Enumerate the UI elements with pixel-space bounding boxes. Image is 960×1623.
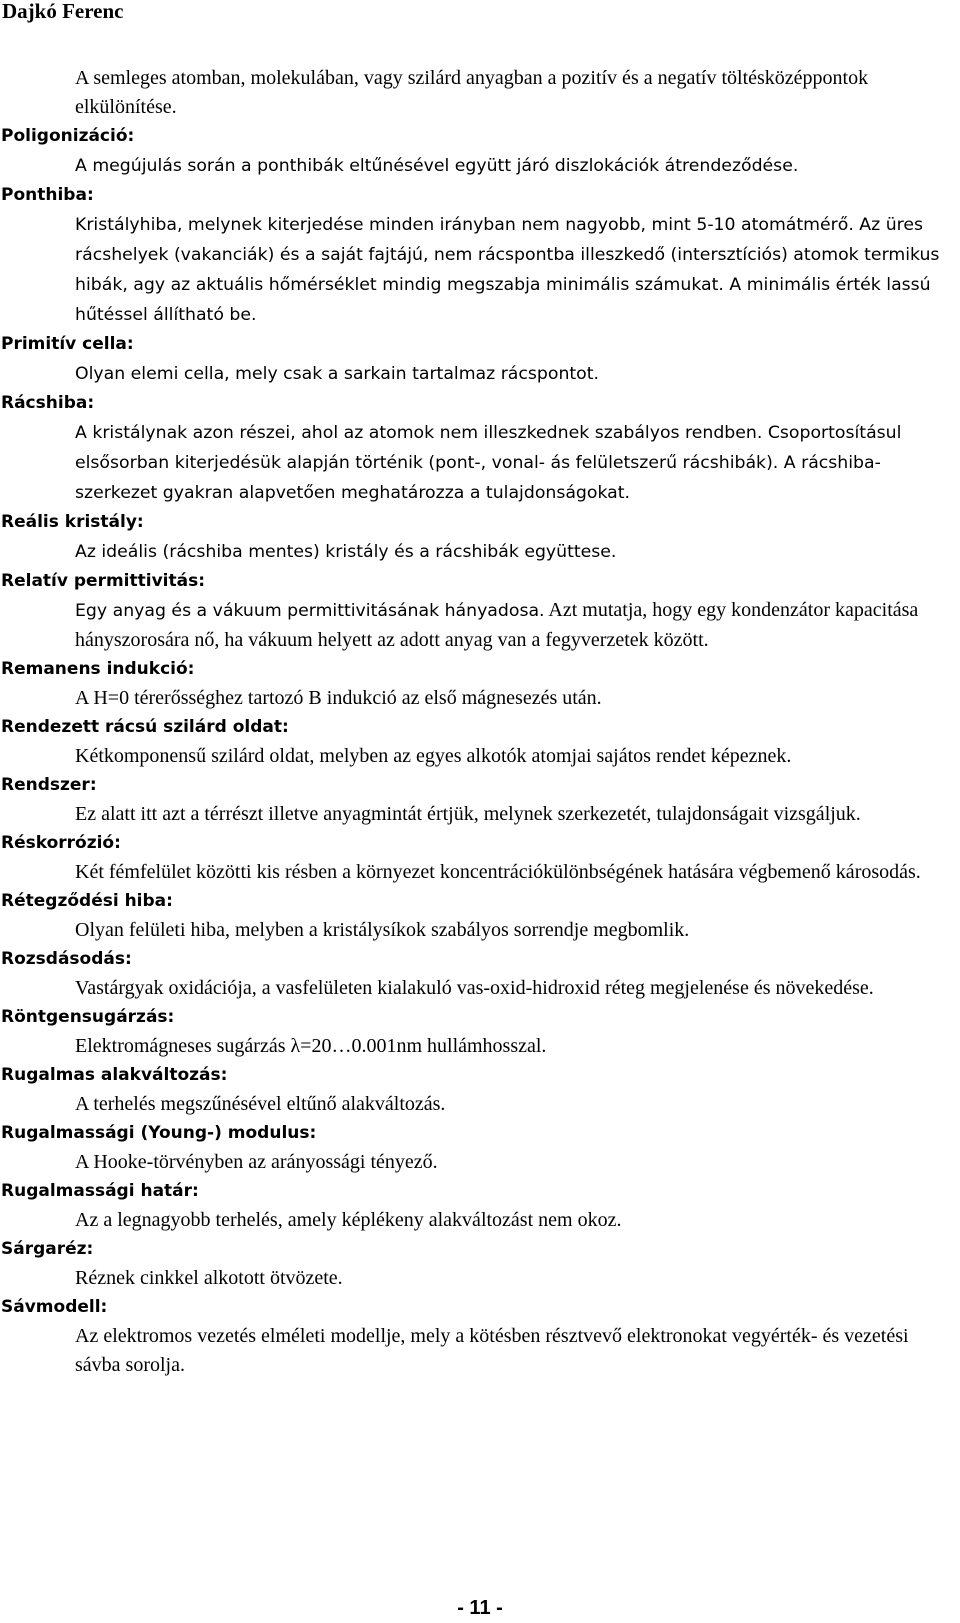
definition-text: Kétkomponensű szilárd oldat, melyben az egyes alkotók atomjai sajátos rendet képeznek. [75,745,792,767]
definition-text: A Hooke-törvényben az arányossági tényező. [75,1151,438,1173]
definition-text: A terhelés megszűnésével eltűnő alakváltozás. [75,1093,446,1115]
definition-text: A H=0 térerősséghez tartozó B indukció az első mágnesezés után. [75,687,602,709]
glossary-term: Rugalmassági (Young-) modulus: [1,1123,317,1143]
glossary-definition [0,418,950,508]
author-header: Dajkó Ferenc [2,0,124,23]
glossary-term: Remanens indukció: [1,659,195,679]
definition-text: Elektromágneses sugárzás λ=20…0.001nm hullámhosszal. [75,1035,547,1057]
glossary-definition [0,916,950,945]
glossary-definition [0,1206,950,1235]
glossary-definition [0,858,950,887]
glossary-term: Sávmodell: [1,1297,108,1317]
glossary-term: Rétegződési hiba: [1,891,173,911]
definition-text: Az ideális (rácshiba mentes) kristály és a rácshibák együttese. [75,542,617,562]
definition-text: Egy anyag és a vákuum permittivitásának hányadosa. [75,601,545,621]
glossary-definition [0,210,950,330]
glossary-term: Relatív permittivitás: [1,571,205,591]
glossary-definition [0,974,950,1003]
definition-text: Olyan elemi cella, mely csak a sarkain tartalmaz rácspontot. [75,364,600,384]
definition-text: Az a legnagyobb terhelés, amely képlékeny alakváltozást nem okoz. [75,1209,622,1231]
glossary-term: Réskorrózió: [1,833,121,853]
glossary-term: Rendezett rácsú szilárd oldat: [1,717,289,737]
glossary-term: Rugalmassági határ: [1,1181,199,1201]
definition-text: Kristályhiba, melynek kiterjedése minden irányban nem nagyobb, mint 5-10 atomátmérő. Az üres rácshelyek (vakanciák) és a saját fajtájú, nem rácspontba illeszkedő (intersztíciós) atomok termikus hibák, agy az aktuális hőmérséklet mindig megszabja minimális számukat. A minimális érték lassú hűtéssel állítható be. [75,215,940,325]
glossary-term: Rozsdásodás: [1,949,132,969]
glossary-term: Primitív cella: [1,334,134,354]
glossary-term: Poligonizáció: [1,126,135,146]
definition-text: Vastárgyak oxidációja, a vasfelületen kialakuló vas-oxid-hidroxid réteg megjelenése és növekedése. [75,977,874,999]
glossary-definition [0,800,950,829]
glossary-definition [0,151,950,181]
glossary-definition [0,1322,950,1380]
definition-text: Réznek cinkkel alkotott ötvözete. [75,1267,343,1289]
glossary-term: Rendszer: [1,775,97,795]
definition-text: Azt mutatja, hogy egy kondenzátor kapacitása hányszorosára nő, ha vákuum helyett az adott anyag van a fegyverzetek között. [75,599,919,651]
glossary-term: Röntgensugárzás: [1,1007,175,1027]
glossary-term: Ponthiba: [1,185,94,205]
glossary-definition [0,1090,950,1119]
definition-text: A kristálynak azon részei, ahol az atomok nem illeszkednek szabályos rendben. Csoportosításul elsősorban kiterjedésük alapján történik (pont-, vonal- ás felületszerű rácshibák). A rácshiba-szerkezet gyakran alapvetően meghatározza a tulajdonságokat. [75,423,902,503]
glossary-definition [0,537,950,567]
page-number: - 11 - [457,1597,503,1619]
definition-text: A megújulás során a ponthibák eltűnésével együtt járó diszlokációk átrendeződése. [75,156,799,176]
glossary-definition [0,596,950,655]
glossary-definition [0,684,950,713]
glossary-term: Sárgaréz: [1,1239,94,1259]
definition-text: Két fémfelület közötti kis résben a környezet koncentrációkülönbségének hatására végbemenő károsodás. [75,861,921,883]
glossary-term: Reális kristály: [1,512,144,532]
definition-text: A semleges atomban, molekulában, vagy szilárd anyagban a pozitív és a negatív töltésközéppontok elkülönítése. [75,67,869,118]
glossary-definition [0,64,950,122]
glossary-list [0,64,950,1380]
glossary-definition [0,1032,950,1061]
definition-text: Az elektromos vezetés elméleti modellje, mely a kötésben résztvevő elektronokat vegyérték- és vezetési sávba sorolja. [75,1325,909,1376]
glossary-definition [0,1264,950,1293]
glossary-definition [0,359,950,389]
glossary-term: Rugalmas alakváltozás: [1,1065,228,1085]
glossary-definition [0,742,950,771]
glossary-term: Rácshiba: [1,393,95,413]
definition-text: Ez alatt itt azt a térrészt illetve anyagmintát értjük, melynek szerkezetét, tulajdonságait vizsgáljuk. [75,803,861,825]
glossary-definition [0,1148,950,1177]
definition-text: Olyan felületi hiba, melyben a kristálysíkok szabályos sorrendje megbomlik. [75,919,690,941]
